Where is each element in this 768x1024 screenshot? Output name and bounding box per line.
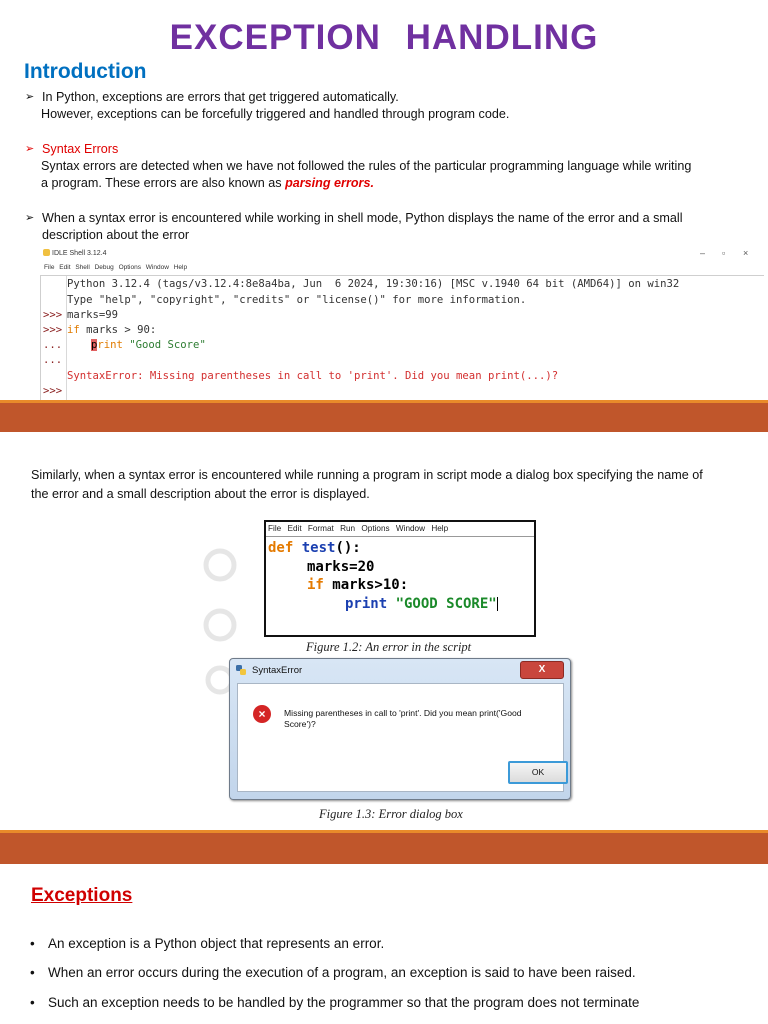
shell-continuation-prompt: ... [43,354,63,366]
exceptions-heading: Exceptions [31,885,133,906]
error-highlight-cursor: p [91,339,98,351]
editor-code-text: (): [335,540,361,556]
watermark-circle [206,551,234,579]
script-mode-line-2: the error and a small description about the error is displayed. [31,487,370,501]
script-editor-window [264,520,536,637]
syntax-errors-line-1: Syntax errors are detected when we have not followed the rules of the particular programming language while writing [41,159,692,173]
shell-prompt: >>> [43,385,63,397]
shell-code-line [67,324,156,336]
editor-code-line-3 [307,577,408,593]
editor-code-line-4 [345,596,498,612]
exception-bullet-3: Such an exception needs to be handled by the programmer so that the program does not terminate [48,995,640,1010]
exception-bullet-1: An exception is a Python object that represents an error. [48,936,385,951]
shell-help-line: Type "help", "copyright", "credits" or "license()" for more information. [67,294,527,306]
editor-code-text: marks>10: [323,577,409,593]
idle-menu-bar [44,264,187,271]
syntax-errors-line-2-text: a program. These errors are also known as [41,176,286,190]
minimize-icon[interactable]: – [700,248,706,258]
menu-options[interactable]: Options [118,264,141,271]
editor-menu-bar [268,524,448,533]
exception-bullet-2: When an error occurs during the execution of a program, an exception is said to have been raised. [48,965,636,980]
intro-bullet-3-line-2: description about the error [42,228,190,242]
shell-continuation-prompt: ... [43,339,63,351]
shell-code-line [91,339,206,351]
figure-1-3-caption: Figure 1.3: Error dialog box [319,807,463,821]
editor-menu-file[interactable]: File [268,524,282,533]
syntax-errors-line-2 [41,175,374,192]
idle-window-title: IDLE Shell 3.12.4 [52,250,107,257]
page-title: EXCEPTION HANDLING [169,18,599,57]
menu-edit[interactable]: Edit [59,264,71,271]
parsing-errors-emphasis: parsing errors. [285,176,374,190]
arrow-bullet-icon: ➢ [25,91,35,103]
dialog-title: SyntaxError [252,665,303,676]
dialog-message: Missing parentheses in call to 'print'. Did you mean print('Good Score')? [284,708,522,729]
ok-button[interactable]: OK [508,761,568,784]
shell-code-text: marks > 90: [79,324,157,336]
menu-debug[interactable]: Debug [94,264,114,271]
shell-prompt: >>> [43,324,63,336]
menu-window[interactable]: Window [145,264,169,271]
shell-syntax-error-message: SyntaxError: Missing parentheses in call to 'print'. Did you mean print(...)? [67,370,559,382]
editor-code-line-2: marks=20 [307,559,375,575]
arrow-bullet-icon: ➢ [25,212,35,224]
editor-menu-edit[interactable]: Edit [287,524,302,533]
menu-shell[interactable]: Shell [75,264,90,271]
intro-bullet-3-line-1: When a syntax error is encountered while working in shell mode, Python displays the name of the error and a small [42,211,683,225]
editor-menu-help[interactable]: Help [431,524,449,533]
bullet-dot-icon: • [30,965,35,980]
keyword-if: if [307,577,324,593]
editor-menu-window[interactable]: Window [395,524,426,533]
editor-code-line-1 [268,540,361,556]
syntax-error-dialog [229,658,571,800]
python-icon [236,665,246,675]
print-call: print [345,596,396,612]
editor-string-literal: "GOOD SCORE" [395,596,497,612]
error-icon: × [253,705,271,723]
idle-shell-text-area[interactable] [40,275,764,401]
editor-menu-format[interactable]: Format [307,524,334,533]
slide-divider-band [0,403,768,432]
watermark-circle [206,611,234,639]
keyword-def: def [268,540,294,556]
editor-menu-separator [266,536,534,537]
editor-menu-run[interactable]: Run [340,524,356,533]
bullet-dot-icon: • [30,995,35,1010]
menu-file[interactable]: File [44,264,55,271]
shell-prompt: >>> [43,309,63,321]
function-name: test [293,540,336,556]
introduction-heading: Introduction [24,60,147,83]
intro-bullet-1-line-2: However, exceptions can be forcefully triggered and handled through program code. [41,107,510,121]
figure-1-2-caption: Figure 1.2: An error in the script [306,640,472,654]
slide-divider-band [0,833,768,864]
close-icon[interactable]: × [743,248,749,258]
shell-string-literal: "Good Score" [129,339,206,351]
idle-title-bar [40,247,765,261]
shell-code-text: rint [97,339,130,351]
intro-bullet-1-line-1: In Python, exceptions are errors that get triggered automatically. [42,90,399,104]
script-mode-line-1: Similarly, when a syntax error is encountered while running a program in script mode a dialog box specifying the name of [31,468,703,482]
editor-menu-options[interactable]: Options [361,524,390,533]
shell-code-line: marks=99 [67,309,119,321]
maximize-icon[interactable]: ▫ [722,248,726,258]
dialog-close-button[interactable]: X [520,661,564,679]
idle-logo-icon [43,249,50,256]
syntax-errors-heading: Syntax Errors [42,142,119,156]
menu-help[interactable]: Help [173,264,188,271]
arrow-bullet-icon: ➢ [25,143,35,155]
text-cursor [497,597,498,611]
bullet-dot-icon: • [30,936,35,951]
dialog-body [237,683,564,792]
idle-shell-window [40,247,765,400]
shell-banner-line: Python 3.12.4 (tags/v3.12.4:8e8a4ba, Jun 6 2024, 19:30:16) [MSC v.1940 64 bit (AMD64)] on win32 [67,278,680,290]
keyword-if: if [67,324,80,336]
